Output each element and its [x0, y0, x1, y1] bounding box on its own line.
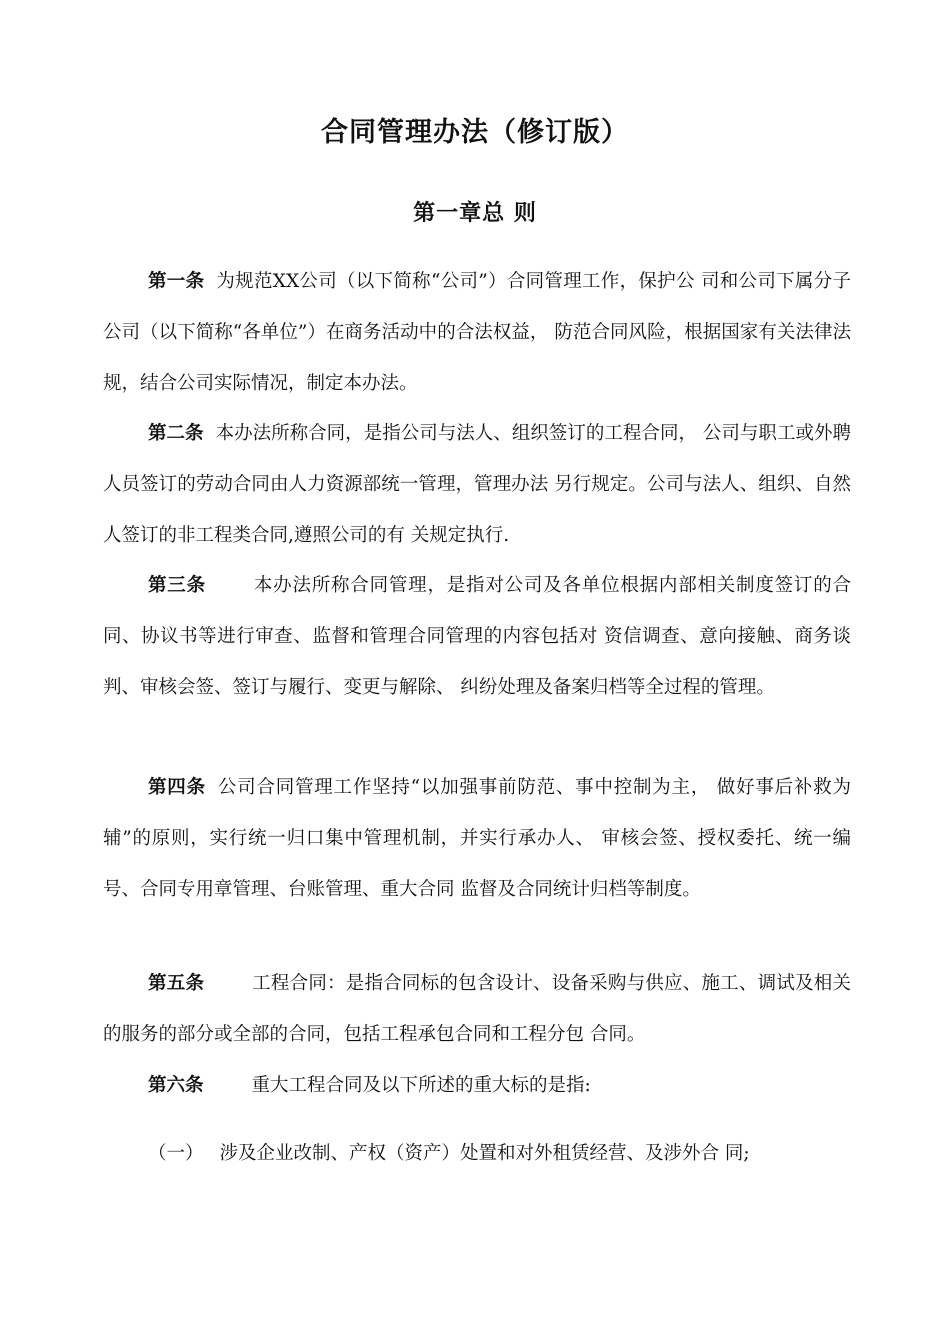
- article-3: [103, 560, 851, 713]
- article-text: 本办法所称合同，是指公司与法人、组织签订的工程合同， 公司与职工或外聘人员签订的劳动合同由人力资源部统一管理，管理办法 另行规定。公司与法人、组织、自然人签订的非工程类合同,遵照公司的有 关规定执行.: [103, 423, 851, 546]
- article-1: [103, 256, 851, 409]
- article-label: 第四条: [148, 777, 206, 798]
- article-2: [103, 408, 851, 561]
- article-6: [103, 1060, 851, 1111]
- article-text: 重大工程合同及以下所述的重大标的是指:: [251, 1075, 591, 1096]
- article-label: 第三条: [148, 575, 206, 596]
- article-label: 第一条: [148, 271, 205, 292]
- item-number: （一）: [148, 1143, 204, 1164]
- list-item-1: [148, 1128, 848, 1179]
- article-label: 第五条: [148, 973, 205, 994]
- chapter-heading: 第一章总 则: [413, 200, 537, 226]
- article-text: 本办法所称合同管理，是指对公司及各单位根据内部相关制度签订的合同、协议书等进行审查、监督和管理合同管理的内容包括对 资信调查、意向接触、商务谈判、审核会签、签订与履行、变更与解除、 纠纷处理及备案归档等全过程的管理。: [103, 575, 851, 698]
- article-4: [103, 762, 851, 915]
- article-text: 为规范XX公司（以下简称“公司”）合同管理工作，保护公 司和公司下属分子公司（以下简称“各单位”）在商务活动中的合法权益， 防范合同风险，根据国家有关法律法规，结合公司实际情况，制定本办法。: [103, 271, 851, 394]
- article-text: 公司合同管理工作坚持“以加强事前防范、事中控制为主， 做好事后补救为辅”的原则，实行统一归口集中管理机制，并实行承办人、 审核会签、授权委托、统一编号、合同专用章管理、台账管理、重大合同 监督及合同统计归档等制度。: [103, 777, 851, 900]
- document-title: 合同管理办法（修订版）: [321, 117, 629, 148]
- article-label: 第二条: [148, 423, 204, 444]
- item-text: 涉及企业改制、产权（资产）处置和对外租赁经营、及涉外合 同;: [219, 1143, 750, 1164]
- article-5: [103, 958, 851, 1060]
- article-label: 第六条: [148, 1075, 204, 1096]
- article-text: 工程合同：是指合同标的包含设计、设备采购与供应、施工、调试及相关的服务的部分或全部的合同，包括工程承包合同和工程分包 合同。: [103, 973, 851, 1045]
